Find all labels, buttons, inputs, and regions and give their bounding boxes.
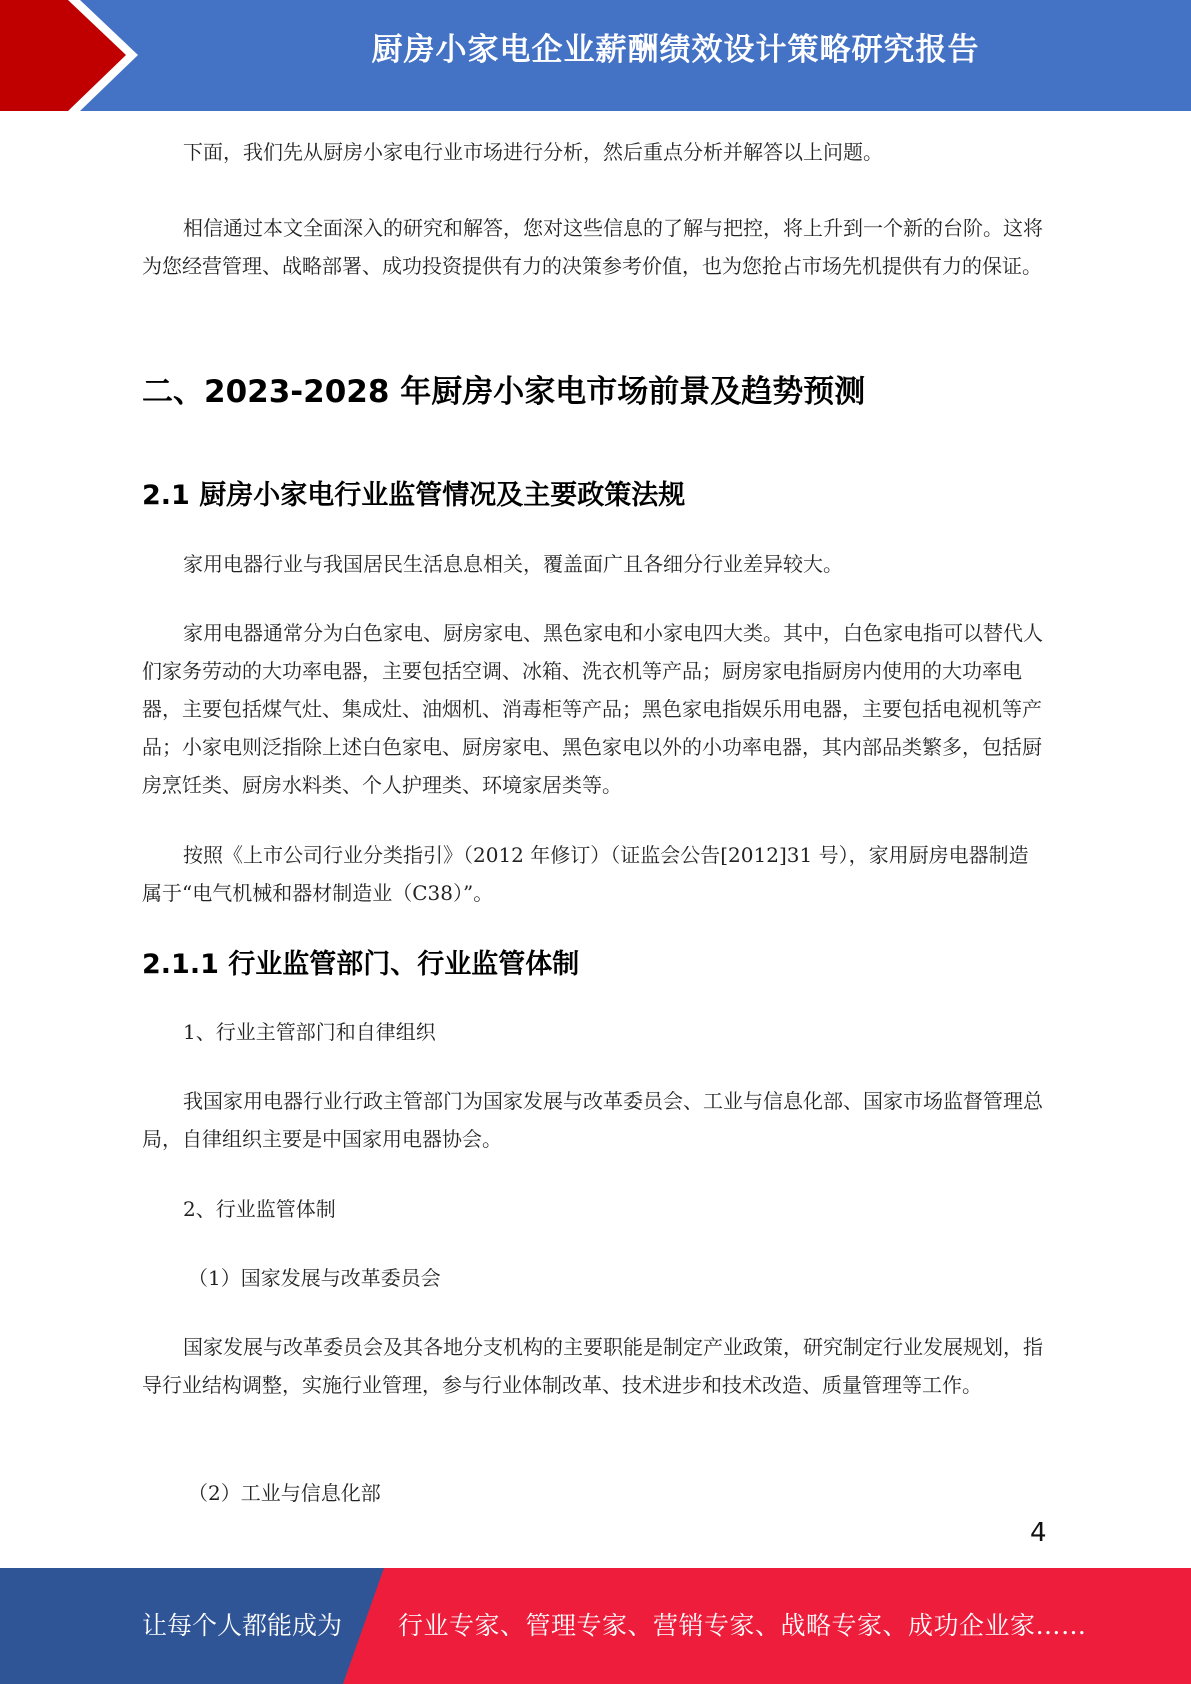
paragraph-list-item-1: 1、行业主管部门和自律组织 bbox=[183, 1020, 436, 1044]
subsection-heading-2-1: 2.1 厨房小家电行业监管情况及主要政策法规 bbox=[142, 480, 686, 511]
paragraph-sub-item-1: （1）国家发展与改革委员会 bbox=[188, 1266, 441, 1290]
paragraph-ndrc-duties: 国家发展与改革委员会及其各地分支机构的主要职能是制定产业政策，研究制定行业发展规划，指导行业结构调整，实施行业管理，参与行业体制改革、技术进步和技术改造、质量管理等工作。 bbox=[142, 1335, 1043, 1397]
page-footer bbox=[0, 1568, 1191, 1684]
page-header bbox=[0, 0, 1191, 111]
page-number: 4 bbox=[1030, 1518, 1047, 1548]
paragraph-industry-overview: 家用电器行业与我国居民生活息息相关，覆盖面广且各细分行业差异较大。 bbox=[183, 552, 843, 576]
paragraph-appliance-categories: 家用电器通常分为白色家电、厨房家电、黑色家电和小家电四大类。其中，白色家电指可以替代人们家务劳动的大功率电器，主要包括空调、冰箱、洗衣机等产品；厨房家电指厨房内使用的大功率电器，主要包括煤气灶、集成灶、油烟机、消毒柜等产品；黑色家电指娱乐用电器，主要包括电视机等产品；小家电则泛指除上述白色家电、厨房家电、黑色家电以外的小功率电器，其内部品类繁多，包括厨房烹饪类、厨房水料类、个人护理类、环境家居类等。 bbox=[142, 621, 1043, 797]
paragraph-sub-item-2: （2）工业与信息化部 bbox=[188, 1481, 381, 1505]
paragraph-intro: 下面，我们先从厨房小家电行业市场进行分析，然后重点分析并解答以上问题。 bbox=[183, 140, 883, 164]
header-title: 厨房小家电企业薪酬绩效设计策略研究报告 bbox=[371, 32, 980, 68]
subsection-heading-2-1-1: 2.1.1 行业监管部门、行业监管体制 bbox=[142, 949, 580, 980]
paragraph-confidence: 相信通过本文全面深入的研究和解答，您对这些信息的了解与把控，将上升到一个新的台阶。这将为您经营管理、战略部署、成功投资提供有力的决策参考价值，也为您抢占市场先机提供有力的保证。 bbox=[142, 216, 1043, 278]
section-heading: 二、2023-2028 年厨房小家电市场前景及趋势预测 bbox=[142, 374, 866, 410]
paragraph-regulators: 我国家用电器行业行政主管部门为国家发展与改革委员会、工业与信息化部、国家市场监督管理总局，自律组织主要是中国家用电器协会。 bbox=[142, 1089, 1043, 1151]
paragraph-list-item-2: 2、行业监管体制 bbox=[183, 1197, 336, 1221]
paragraph-classification: 按照《上市公司行业分类指引》（2012 年修订）（证监会公告[2012]31 号），家用厨房电器制造属于“电气机械和器材制造业（C38）”。 bbox=[142, 843, 1029, 905]
footer-slogan-left: 让每个人都能成为 bbox=[142, 1611, 343, 1640]
footer-slogan-right: 行业专家、管理专家、营销专家、战略专家、成功企业家…… bbox=[398, 1611, 1087, 1640]
